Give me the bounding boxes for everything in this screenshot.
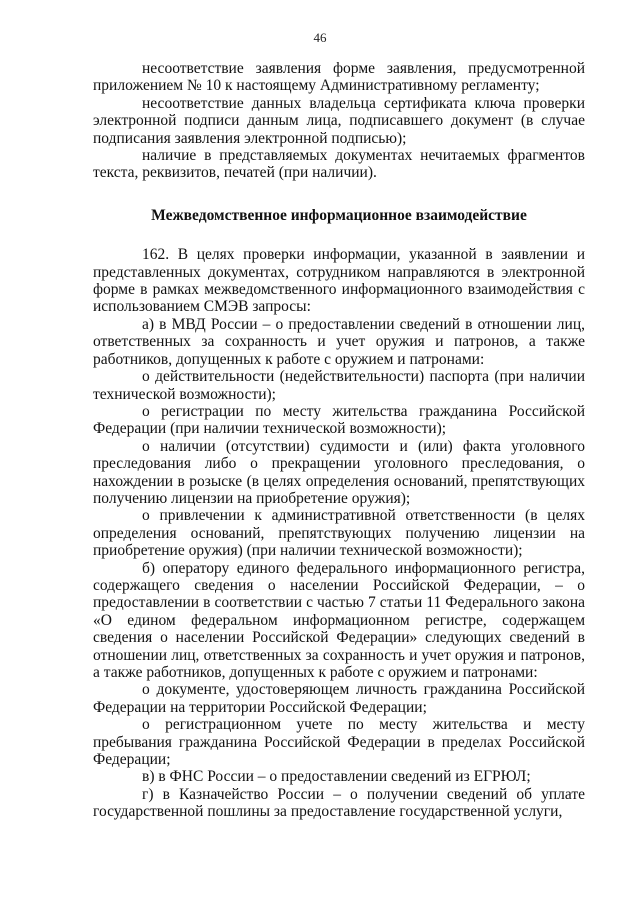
paragraph-criminal-record: о наличии (отсутствии) судимости и (или) факта уголовного преследования либо о прекращении уголовного преследования, о нахождении в розыске (в целях определения оснований, препятствующих получению лицензии на приобретение оружия); xyxy=(93,437,585,507)
paragraph-population-register: б) оператору единого федерального информационного регистра, содержащего сведения о населении Российской Федерации, – о предоставлении в соответствии с частью 7 статьи 11 Федерального закона «О едином федеральном информационном регистре, содержащем сведения о населении Российской Федерации» следующих сведений в отношении лиц, ответственных за сохранность и учет оружия и патронов, а также работников, допущенных к работе с оружием и патронами: xyxy=(93,559,585,681)
paragraph-mismatch-signature: несоответствие данных владельца сертификата ключа проверки электронной подписи данным лица, подписавшего документ (в случае подписания заявления электронной подписью); xyxy=(93,94,585,147)
paragraph-administrative-liability: о привлечении к административной ответственности (в целях определения оснований, препятствующих получению лицензии на приобретение оружия) (при наличии технической возможности); xyxy=(93,507,585,560)
paragraph-residence-registration: о регистрации по месту жительства гражданина Российской Федерации (при наличии технической возможности); xyxy=(93,402,585,438)
document-body xyxy=(93,60,585,821)
paragraph-identity-document: о документе, удостоверяющем личность гражданина Российской Федерации на территории Российской Федерации; xyxy=(93,681,585,716)
paragraph-treasury-request: г) в Казначейство России – о получении сведений об уплате государственной пошлины за предоставление государственной услуги, xyxy=(93,785,585,821)
section-heading: Межведомственное информационное взаимодействие xyxy=(151,206,527,224)
page-number: 46 xyxy=(313,30,327,45)
paragraph-mismatch-form: несоответствие заявления форме заявления, предусмотренной приложением № 10 к настоящему Административному регламенту; xyxy=(93,60,585,95)
paragraph-registration-record: о регистрационном учете по месту жительства и месту пребывания гражданина Российской Федерации в пределах Российской Федерации; xyxy=(93,716,585,769)
paragraph-fns-request: в) в ФНС России – о предоставлении сведений из ЕГРЮЛ; xyxy=(142,768,531,786)
paragraph-162: 162. В целях проверки информации, указанной в заявлении и представленных документах, сотрудником направляются в электронной форме в рамках межведомственного информационного взаимодействия с использованием СМЭВ запросы: xyxy=(93,246,585,316)
paragraph-passport-validity: о действительности (недействительности) паспорта (при наличии технической возможности); xyxy=(93,368,585,403)
paragraph-mvd-request: а) в МВД России – о предоставлении сведений в отношении лиц, ответственных за сохранность и учет оружия и патронов, а также работников, допущенных к работе с оружием и патронами: xyxy=(93,315,585,368)
paragraph-unreadable-fragments: наличие в представляемых документах нечитаемых фрагментов текста, реквизитов, печатей (при наличии). xyxy=(93,147,585,182)
